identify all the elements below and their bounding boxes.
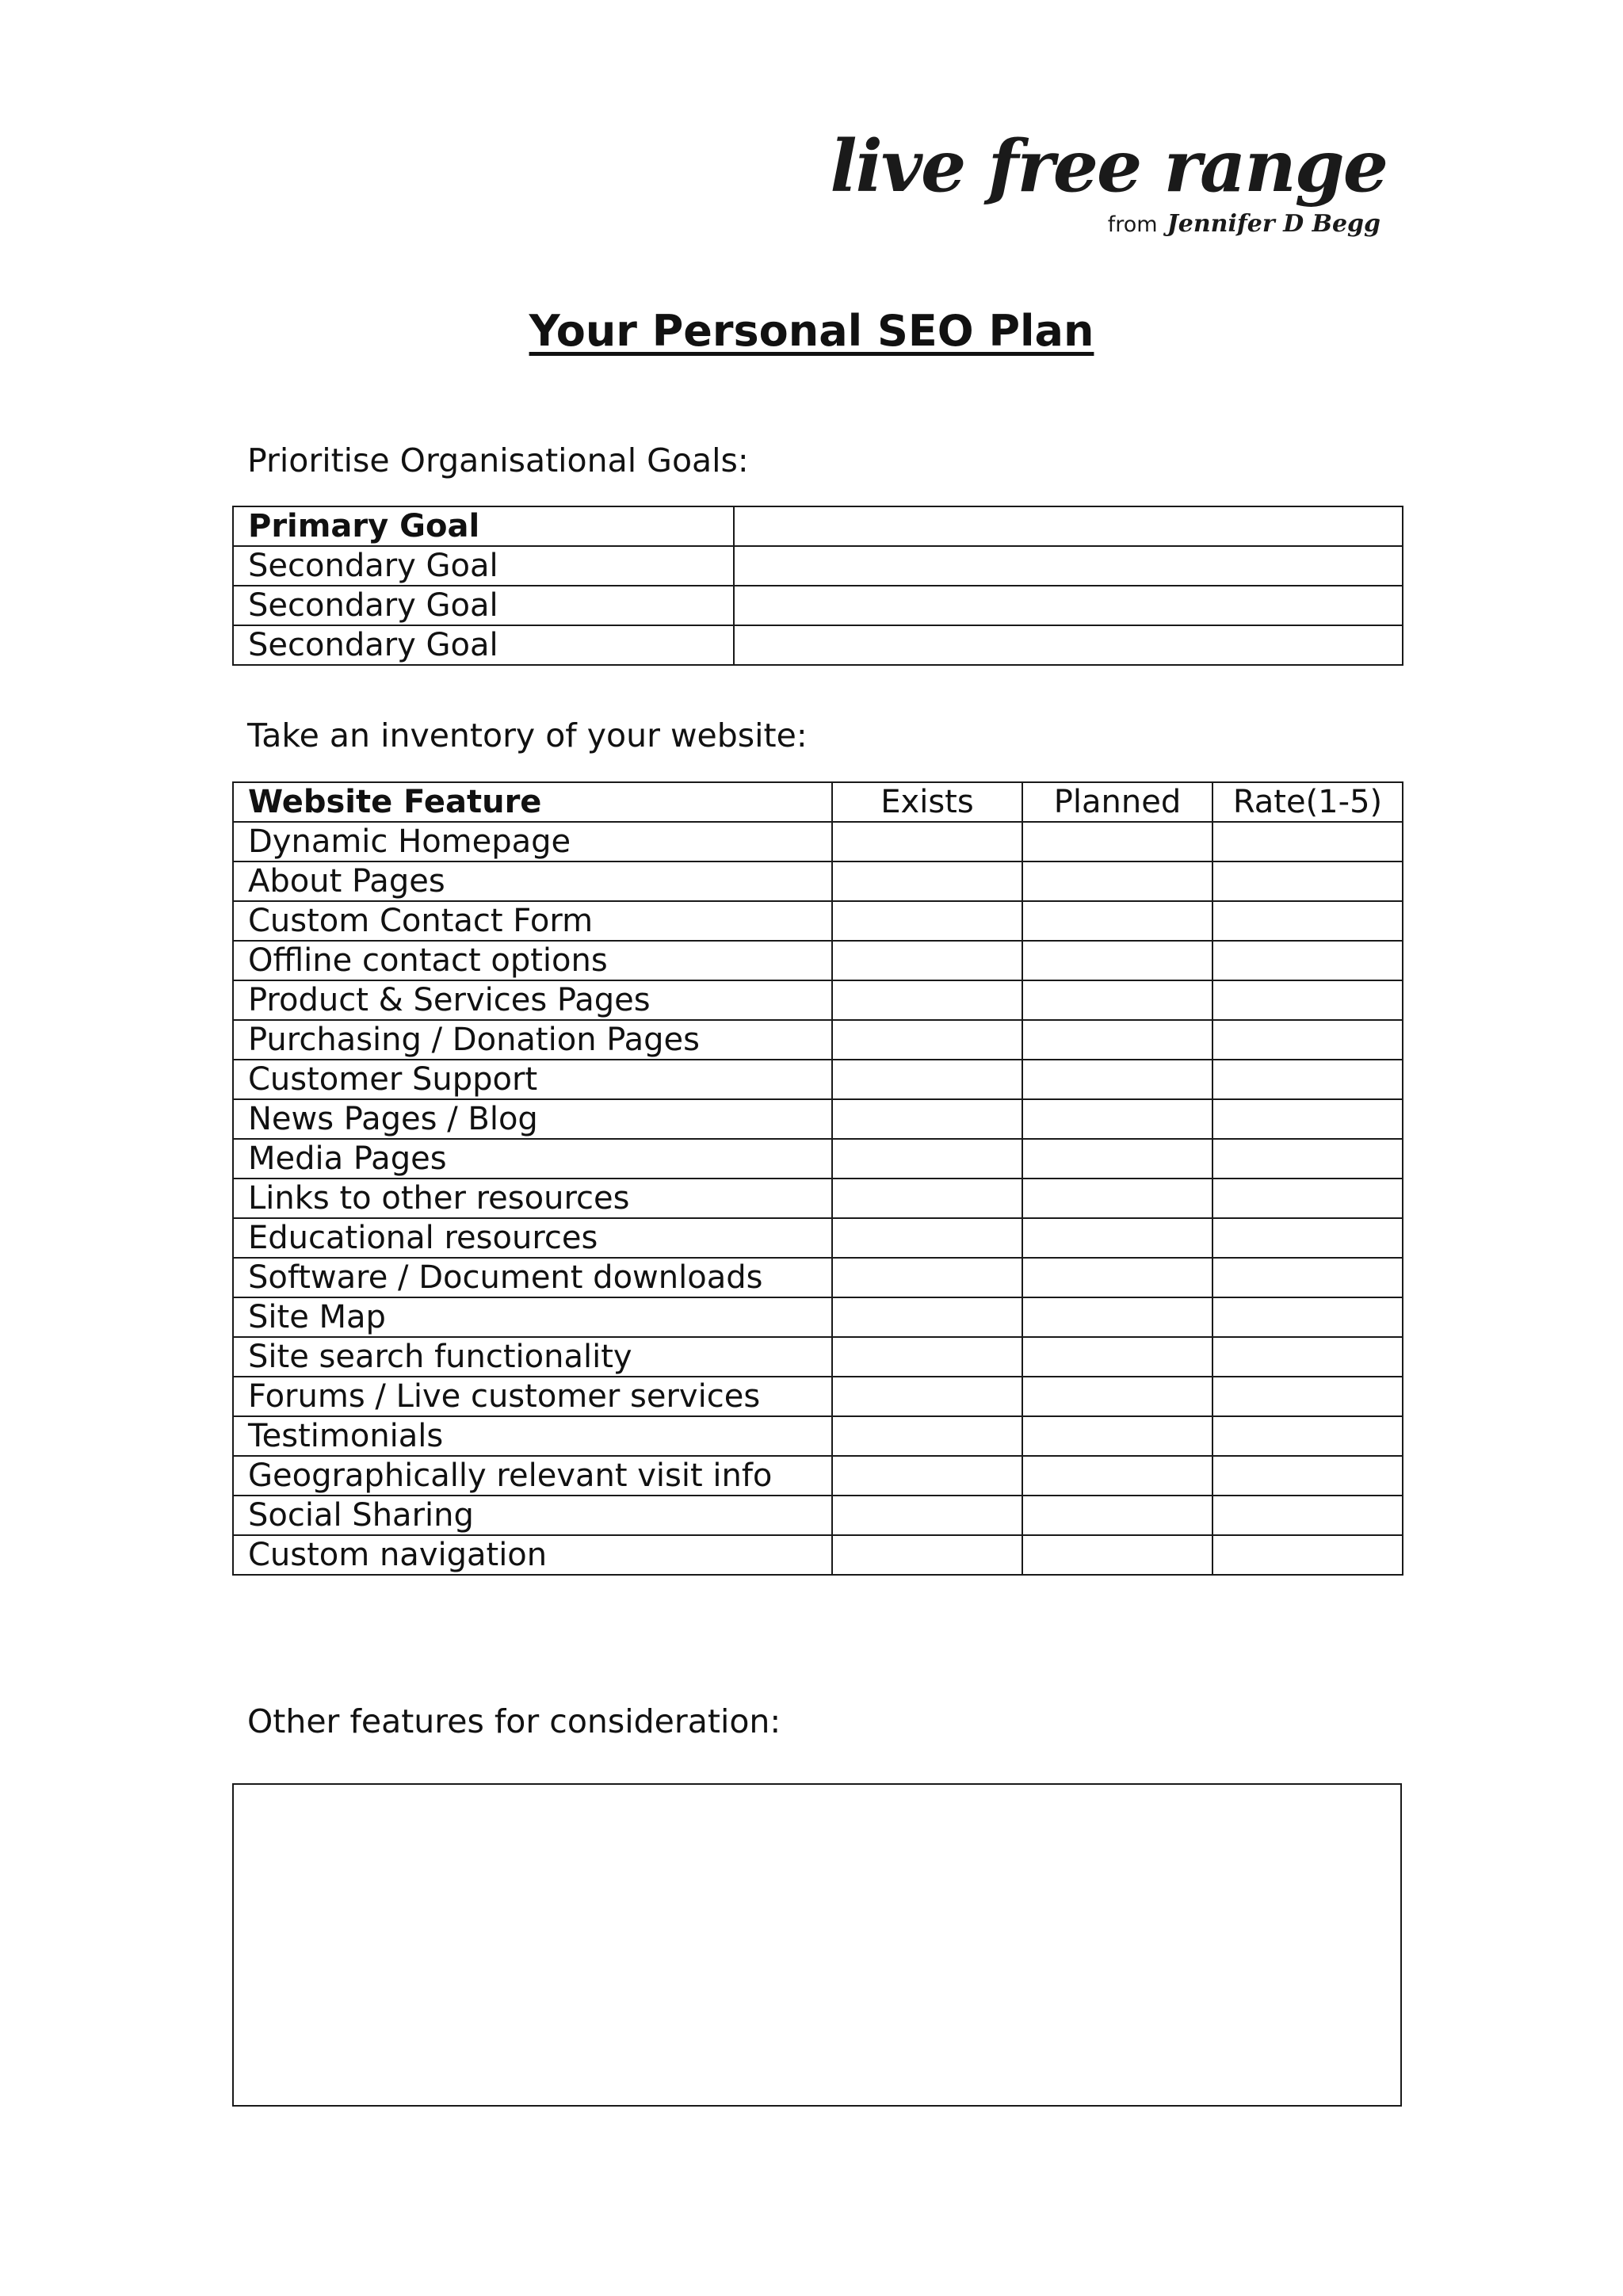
goal-label: Primary Goal: [233, 506, 734, 546]
planned-cell[interactable]: [1022, 1258, 1212, 1297]
planned-cell[interactable]: [1022, 1535, 1212, 1575]
exists-cell[interactable]: [832, 1139, 1022, 1179]
goals-label: Prioritise Organisational Goals:: [247, 441, 749, 479]
rate-cell[interactable]: [1212, 1258, 1403, 1297]
planned-cell[interactable]: [1022, 1456, 1212, 1496]
logo: [830, 123, 1387, 250]
logo-wordmark: live free range: [830, 124, 1387, 208]
page-title: Your Personal SEO Plan: [529, 306, 1094, 356]
rate-cell[interactable]: [1212, 1020, 1403, 1060]
planned-cell[interactable]: [1022, 1337, 1212, 1377]
rate-cell[interactable]: [1212, 941, 1403, 980]
feature-row: [233, 1020, 1403, 1060]
rate-cell[interactable]: [1212, 1139, 1403, 1179]
planned-cell[interactable]: [1022, 941, 1212, 980]
rate-cell[interactable]: [1212, 1416, 1403, 1456]
feature-row: [233, 1535, 1403, 1575]
feature-label: Media Pages: [233, 1139, 832, 1179]
planned-cell[interactable]: [1022, 1020, 1212, 1060]
rate-cell[interactable]: [1212, 861, 1403, 901]
feature-label: Dynamic Homepage: [233, 822, 832, 861]
feature-row: [233, 861, 1403, 901]
exists-cell[interactable]: [832, 1416, 1022, 1456]
rate-cell[interactable]: [1212, 822, 1403, 861]
planned-cell[interactable]: [1022, 1416, 1212, 1456]
goal-row: [233, 506, 1403, 546]
logo-from-text: from: [1107, 212, 1158, 237]
feature-row: [233, 941, 1403, 980]
rate-cell[interactable]: [1212, 1377, 1403, 1416]
exists-cell[interactable]: [832, 1060, 1022, 1099]
goal-row: [233, 546, 1403, 586]
rate-cell[interactable]: [1212, 1297, 1403, 1337]
exists-cell[interactable]: [832, 1496, 1022, 1535]
feature-label: About Pages: [233, 861, 832, 901]
rate-cell[interactable]: [1212, 901, 1403, 941]
rate-cell[interactable]: [1212, 1496, 1403, 1535]
feature-label: Educational resources: [233, 1218, 832, 1258]
feature-label: Offline contact options: [233, 941, 832, 980]
inventory-header-row: [233, 782, 1403, 822]
header-rate: Rate(1-5): [1212, 782, 1403, 822]
planned-cell[interactable]: [1022, 1060, 1212, 1099]
planned-cell[interactable]: [1022, 1297, 1212, 1337]
feature-label: Purchasing / Donation Pages: [233, 1020, 832, 1060]
rate-cell[interactable]: [1212, 1060, 1403, 1099]
goal-entry-cell[interactable]: [734, 625, 1403, 665]
feature-label: Software / Document downloads: [233, 1258, 832, 1297]
goal-entry-cell[interactable]: [734, 546, 1403, 586]
feature-row: [233, 1139, 1403, 1179]
feature-row: [233, 1377, 1403, 1416]
feature-row: [233, 1297, 1403, 1337]
exists-cell[interactable]: [832, 1258, 1022, 1297]
header-website-feature: Website Feature: [233, 782, 832, 822]
goal-label: Secondary Goal: [233, 546, 734, 586]
feature-row: [233, 1337, 1403, 1377]
feature-row: [233, 1218, 1403, 1258]
goal-row: [233, 586, 1403, 625]
exists-cell[interactable]: [832, 1297, 1022, 1337]
feature-row: [233, 1496, 1403, 1535]
feature-row: [233, 1258, 1403, 1297]
planned-cell[interactable]: [1022, 861, 1212, 901]
exists-cell[interactable]: [832, 822, 1022, 861]
header-planned: Planned: [1022, 782, 1212, 822]
inventory-label: Take an inventory of your website:: [247, 716, 808, 755]
planned-cell[interactable]: [1022, 1377, 1212, 1416]
planned-cell[interactable]: [1022, 901, 1212, 941]
planned-cell[interactable]: [1022, 980, 1212, 1020]
feature-row: [233, 1060, 1403, 1099]
feature-label: Links to other resources: [233, 1179, 832, 1218]
feature-label: Custom navigation: [233, 1535, 832, 1575]
exists-cell[interactable]: [832, 980, 1022, 1020]
exists-cell[interactable]: [832, 1218, 1022, 1258]
other-features-box[interactable]: [232, 1783, 1402, 2107]
rate-cell[interactable]: [1212, 1099, 1403, 1139]
feature-row: [233, 1179, 1403, 1218]
planned-cell[interactable]: [1022, 822, 1212, 861]
planned-cell[interactable]: [1022, 1139, 1212, 1179]
logo-byline: [1108, 208, 1381, 243]
feature-row: [233, 1456, 1403, 1496]
feature-label: Custom Contact Form: [233, 901, 832, 941]
inventory-table: [232, 781, 1403, 1576]
rate-cell[interactable]: [1212, 1218, 1403, 1258]
feature-row: [233, 822, 1403, 861]
feature-label: Product & Services Pages: [233, 980, 832, 1020]
planned-cell[interactable]: [1022, 1496, 1212, 1535]
rate-cell[interactable]: [1212, 1535, 1403, 1575]
planned-cell[interactable]: [1022, 1218, 1212, 1258]
goals-table: [232, 506, 1403, 666]
exists-cell[interactable]: [832, 1337, 1022, 1377]
rate-cell[interactable]: [1212, 980, 1403, 1020]
feature-label: News Pages / Blog: [233, 1099, 832, 1139]
feature-row: [233, 980, 1403, 1020]
feature-row: [233, 901, 1403, 941]
logo-signature: Jennifer D Begg: [1167, 210, 1381, 238]
feature-label: Social Sharing: [233, 1496, 832, 1535]
exists-cell[interactable]: [832, 901, 1022, 941]
goal-row: [233, 625, 1403, 665]
feature-label: Geographically relevant visit info: [233, 1456, 832, 1496]
rate-cell[interactable]: [1212, 1179, 1403, 1218]
goal-entry-cell[interactable]: [734, 586, 1403, 625]
feature-label: Testimonials: [233, 1416, 832, 1456]
exists-cell[interactable]: [832, 1535, 1022, 1575]
exists-cell[interactable]: [832, 861, 1022, 901]
exists-cell[interactable]: [832, 1456, 1022, 1496]
other-features-label: Other features for consideration:: [247, 1702, 781, 1740]
planned-cell[interactable]: [1022, 1099, 1212, 1139]
goal-label: Secondary Goal: [233, 625, 734, 665]
exists-cell[interactable]: [832, 941, 1022, 980]
goal-label: Secondary Goal: [233, 586, 734, 625]
feature-label: Site search functionality: [233, 1337, 832, 1377]
feature-row: [233, 1099, 1403, 1139]
feature-label: Forums / Live customer services: [233, 1377, 832, 1416]
goal-entry-cell[interactable]: [734, 506, 1403, 546]
exists-cell[interactable]: [832, 1020, 1022, 1060]
rate-cell[interactable]: [1212, 1337, 1403, 1377]
exists-cell[interactable]: [832, 1179, 1022, 1218]
rate-cell[interactable]: [1212, 1456, 1403, 1496]
planned-cell[interactable]: [1022, 1179, 1212, 1218]
exists-cell[interactable]: [832, 1377, 1022, 1416]
exists-cell[interactable]: [832, 1099, 1022, 1139]
header-exists: Exists: [832, 782, 1022, 822]
feature-row: [233, 1416, 1403, 1456]
feature-label: Customer Support: [233, 1060, 832, 1099]
feature-label: Site Map: [233, 1297, 832, 1337]
